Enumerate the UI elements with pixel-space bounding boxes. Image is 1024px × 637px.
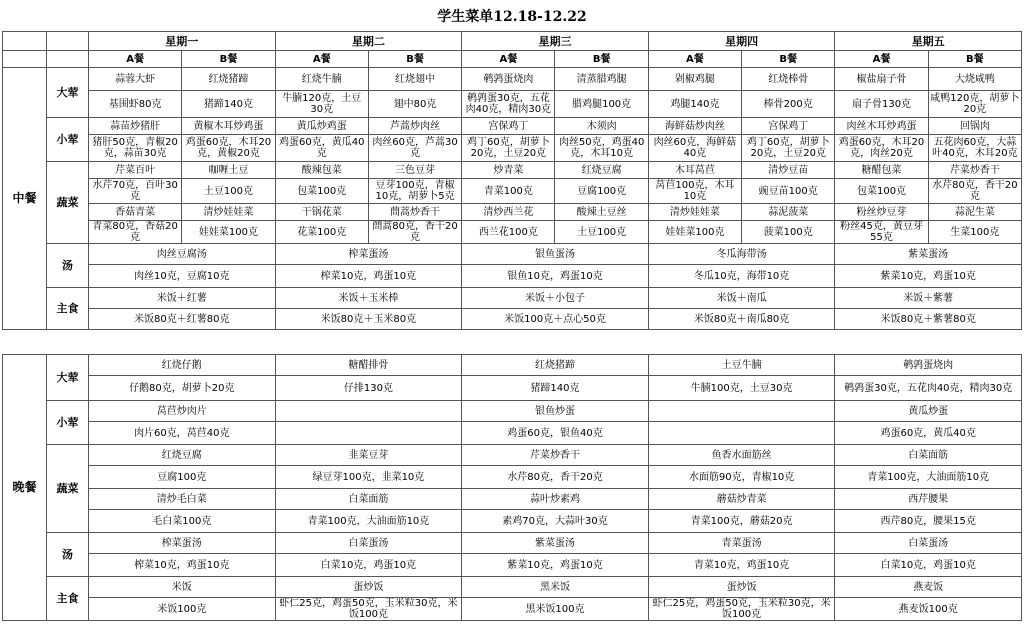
dish-cell: 银鱼蛋汤 [462,244,649,265]
dish-cell: 蔄蒿80克，香干20克 [368,221,461,244]
category-label: 蔬菜 [47,162,89,244]
dish-cell: 红烧豆腐 [89,445,276,466]
dish-cell: 虾仁25克，鸡蛋50克，玉米粒30克，米饭100克 [648,598,835,621]
dish-cell: 水芹70克，百叶30克 [89,179,182,204]
dish-cell: 猪肝50克，青椒20克，蒜苗30克 [89,135,182,162]
dish-cell: 猪蹄140克 [462,376,649,401]
dish-cell: 银鱼炒蛋 [462,401,649,422]
category-label: 主食 [47,577,89,621]
dish-cell: 肉丝木耳炒鸡蛋 [835,118,928,135]
dish-cell: 蒜泥菠菜 [742,204,835,221]
dish-cell: 肉丝豆腐汤 [89,244,276,265]
corner-cell [47,32,89,51]
dish-cell: 肉片60克，莴苣40克 [89,422,276,445]
dish-cell: 蒜泥生菜 [928,204,1021,221]
dish-cell: 清炒西兰花 [462,204,555,221]
dish-cell: 蛋炒饭 [648,577,835,598]
dish-cell: 黄瓜炒鸡蛋 [275,118,368,135]
dish-cell: 青菜80克，香菇20克 [89,221,182,244]
dish-cell: 鸡蛋60克，银鱼40克 [462,422,649,445]
dish-cell: 榨菜10克，鸡蛋10克 [89,554,276,577]
dish-cell: 红烧牛腩 [275,68,368,91]
dish-cell: 鸡蛋60克，木耳20克，黄椒20克 [182,135,275,162]
dinner-menu-table [2,354,1022,621]
dish-cell: 土豆100克 [555,221,648,244]
dish-cell: 米饭80克＋南瓜80克 [648,309,835,330]
set-a-header: A餐 [89,51,182,68]
dish-cell [275,401,462,422]
dish-cell: 仔排130克 [275,376,462,401]
day-header: 星期五 [835,32,1022,51]
meal-label: 晚餐 [3,355,47,621]
set-a-header: A餐 [835,51,928,68]
dish-cell: 青菜100克，大油面筋10克 [835,466,1022,489]
dish-cell: 白菜10克，鸡蛋10克 [835,554,1022,577]
dish-cell: 榨菜蛋汤 [89,533,276,554]
dish-cell [648,422,835,445]
dish-cell: 青菜100克 [462,179,555,204]
dish-cell [648,401,835,422]
dish-cell: 豆腐100克 [555,179,648,204]
dish-cell: 翅中80克 [368,91,461,118]
dish-cell: 咸鸭120克，胡萝卜20克 [928,91,1021,118]
dish-cell: 包菜100克 [275,179,368,204]
dish-cell: 粉丝45克，黄豆芽55克 [835,221,928,244]
category-label: 主食 [47,288,89,330]
dish-cell: 白菜面筋 [275,489,462,510]
dish-cell: 西兰花100克 [462,221,555,244]
dish-cell: 蛋炒饭 [275,577,462,598]
dish-cell: 米饭80克＋紫薯80克 [835,309,1022,330]
dish-cell: 紫菜10克，鸡蛋10克 [462,554,649,577]
day-header: 星期三 [462,32,649,51]
dish-cell: 剁椒鸡腿 [648,68,741,91]
dish-cell: 红烧棒骨 [742,68,835,91]
set-b-header: B餐 [368,51,461,68]
dish-cell: 韭菜豆芽 [275,445,462,466]
dish-cell: 酸辣包菜 [275,162,368,179]
dish-cell: 肉丝60克，芦蒿30克 [368,135,461,162]
dish-cell: 米饭＋红薯 [89,288,276,309]
dish-cell: 冬瓜10克，海带10克 [648,265,835,288]
dish-cell: 牛腩100克，土豆30克 [648,376,835,401]
dish-cell: 豆腐100克 [89,466,276,489]
dish-cell: 米饭＋紫薯 [835,288,1022,309]
dish-cell: 青菜100克，蘑菇20克 [648,510,835,533]
category-label: 蔬菜 [47,445,89,533]
dish-cell: 青菜蛋汤 [648,533,835,554]
dish-cell: 糖醋包菜 [835,162,928,179]
dish-cell: 豌豆苗100克 [742,179,835,204]
set-a-header: A餐 [462,51,555,68]
page-title: 学生菜单12.18-12.22 [437,9,587,25]
corner-cell [3,51,47,68]
dish-cell: 鹌鹑蛋烧肉 [835,355,1022,376]
dish-cell: 白菜蛋汤 [835,533,1022,554]
dish-cell: 紫菜蛋汤 [835,244,1022,265]
dish-cell: 银鱼10克，鸡蛋10克 [462,265,649,288]
dish-cell: 宫保鸡丁 [742,118,835,135]
category-label: 大荤 [47,355,89,401]
dish-cell: 鱼香水面筋丝 [648,445,835,466]
day-header: 星期四 [648,32,835,51]
dish-cell: 芦蒿炒肉丝 [368,118,461,135]
corner-cell [47,51,89,68]
dish-cell: 清炒豆苗 [742,162,835,179]
dish-cell: 基围虾80克 [89,91,182,118]
dish-cell: 鸡蛋60克，黄瓜40克 [275,135,368,162]
dish-cell: 米饭80克＋玉米80克 [275,309,462,330]
dish-cell: 芹菜百叶 [89,162,182,179]
dish-cell: 白菜面筋 [835,445,1022,466]
category-label: 小荤 [47,401,89,445]
dish-cell: 榨菜蛋汤 [275,244,462,265]
dish-cell: 黑米饭100克 [462,598,649,621]
dish-cell: 莴苣炒肉片 [89,401,276,422]
dish-cell: 炒青菜 [462,162,555,179]
dish-cell: 青菜100克，大油面筋10克 [275,510,462,533]
dish-cell: 黄椒木耳炒鸡蛋 [182,118,275,135]
set-b-header: B餐 [555,51,648,68]
dish-cell: 榨菜10克，鸡蛋10克 [275,265,462,288]
set-b-header: B餐 [742,51,835,68]
dish-cell: 棒骨200克 [742,91,835,118]
dish-cell: 冬瓜海带汤 [648,244,835,265]
dish-cell: 娃娃菜100克 [648,221,741,244]
dish-cell: 毛白菜100克 [89,510,276,533]
dish-cell: 仔鹅80克，胡萝卜20克 [89,376,276,401]
dish-cell: 青菜10克，鸡蛋10克 [648,554,835,577]
set-a-header: A餐 [648,51,741,68]
dish-cell: 莴苣100克，木耳10克 [648,179,741,204]
category-label: 小荤 [47,118,89,162]
dish-cell: 蒜叶炒素鸡 [462,489,649,510]
dish-cell: 白菜蛋汤 [275,533,462,554]
dish-cell: 米饭＋小包子 [462,288,649,309]
dish-cell: 娃娃菜100克 [182,221,275,244]
dish-cell: 生菜100克 [928,221,1021,244]
dish-cell: 水芹80克，香干20克 [462,466,649,489]
set-b-header: B餐 [182,51,275,68]
dish-cell: 燕麦饭 [835,577,1022,598]
dish-cell: 清炒毛白菜 [89,489,276,510]
dish-cell: 鹌鹑蛋30克，五花肉40克，精肉30克 [462,91,555,118]
meal-label: 中餐 [3,68,47,330]
dish-cell: 干锅花菜 [275,204,368,221]
dish-cell: 大烧咸鸭 [928,68,1021,91]
dish-cell: 米饭＋南瓜 [648,288,835,309]
dish-cell: 牛腩120克，土豆30克 [275,91,368,118]
dish-cell: 鸡蛋60克，木耳20克，肉丝20克 [835,135,928,162]
dish-cell: 绿豆芽100克，韭菜10克 [275,466,462,489]
dish-cell: 酸辣土豆丝 [555,204,648,221]
dish-cell: 红烧仔鹅 [89,355,276,376]
dish-cell: 红烧翅中 [368,68,461,91]
dish-cell: 紫菜10克，鸡蛋10克 [835,265,1022,288]
dish-cell: 鸡丁60克，胡萝卜20克，土豆20克 [742,135,835,162]
dish-cell: 宫保鸡丁 [462,118,555,135]
dish-cell: 椒盐扇子骨 [835,68,928,91]
category-label: 汤 [47,533,89,577]
dish-cell: 蒜苗炒猪肝 [89,118,182,135]
dish-cell: 米饭80克＋红薯80克 [89,309,276,330]
dish-cell: 水芹80克，香干20克 [928,179,1021,204]
dish-cell: 鸡丁60克，胡萝卜20克，土豆20克 [462,135,555,162]
dish-cell: 粉丝炒豆芽 [835,204,928,221]
dish-cell: 木须肉 [555,118,648,135]
dish-cell: 芹菜炒香干 [462,445,649,466]
dish-cell: 鸡腿140克 [648,91,741,118]
dish-cell: 海鲜菇炒肉丝 [648,118,741,135]
dish-cell: 红烧猪蹄 [182,68,275,91]
dish-cell: 鹌鹑蛋30克，五花肉40克，精肉30克 [835,376,1022,401]
dish-cell: 五花肉60克，大蒜叶40克，木耳20克 [928,135,1021,162]
dish-cell: 菠菜100克 [742,221,835,244]
category-label: 大荤 [47,68,89,118]
dish-cell: 白菜10克，鸡蛋10克 [275,554,462,577]
dish-cell: 红烧豆腐 [555,162,648,179]
dish-cell: 糖醋排骨 [275,355,462,376]
dish-cell: 米饭100克＋点心50克 [462,309,649,330]
dish-cell: 清炒娃娃菜 [182,204,275,221]
dish-cell: 三色豆芽 [368,162,461,179]
dish-cell: 土豆100克 [182,179,275,204]
dish-cell: 蘑菇炒青菜 [648,489,835,510]
dish-cell: 红烧猪蹄 [462,355,649,376]
dish-cell: 米饭＋玉米棒 [275,288,462,309]
corner-cell [3,32,47,51]
dish-cell: 蒜蓉大虾 [89,68,182,91]
dish-cell: 豆芽100克，青椒10克，胡萝卜5克 [368,179,461,204]
dish-cell: 肉丝10克，豆腐10克 [89,265,276,288]
dish-cell: 米饭100克 [89,598,276,621]
lunch-menu-table [2,31,1022,330]
dish-cell: 黄瓜炒蛋 [835,401,1022,422]
dish-cell: 回锅肉 [928,118,1021,135]
day-header: 星期一 [89,32,276,51]
dish-cell: 芹菜炒香干 [928,162,1021,179]
dish-cell: 花菜100克 [275,221,368,244]
dish-cell: 素鸡70克，大蒜叶30克 [462,510,649,533]
dish-cell [275,422,462,445]
dish-cell: 猪蹄140克 [182,91,275,118]
dish-cell: 虾仁25克，鸡蛋50克，玉米粒30克，米饭100克 [275,598,462,621]
dish-cell: 燕麦饭100克 [835,598,1022,621]
dish-cell: 肉丝50克，鸡蛋40克，木耳10克 [555,135,648,162]
dish-cell: 清炒娃娃菜 [648,204,741,221]
set-b-header: B餐 [928,51,1021,68]
dish-cell: 扇子骨130克 [835,91,928,118]
dish-cell: 清蒸腊鸡腿 [555,68,648,91]
dish-cell: 黑米饭 [462,577,649,598]
dish-cell: 水面筋90克，青椒10克 [648,466,835,489]
dish-cell: 腊鸡腿100克 [555,91,648,118]
dish-cell: 蔄蒿炒香干 [368,204,461,221]
dish-cell: 紫菜蛋汤 [462,533,649,554]
dish-cell: 鸡蛋60克，黄瓜40克 [835,422,1022,445]
day-header: 星期二 [275,32,462,51]
category-label: 汤 [47,244,89,288]
dish-cell: 西芹腰果 [835,489,1022,510]
set-a-header: A餐 [275,51,368,68]
dish-cell: 包菜100克 [835,179,928,204]
dish-cell: 香菇青菜 [89,204,182,221]
dish-cell: 咖喱土豆 [182,162,275,179]
dish-cell: 鹌鹑蛋烧肉 [462,68,555,91]
dish-cell: 西芹80克，腰果15克 [835,510,1022,533]
dish-cell: 米饭 [89,577,276,598]
dish-cell: 肉丝60克，海鲜菇40克 [648,135,741,162]
dish-cell: 木耳莴苣 [648,162,741,179]
dish-cell: 土豆牛腩 [648,355,835,376]
